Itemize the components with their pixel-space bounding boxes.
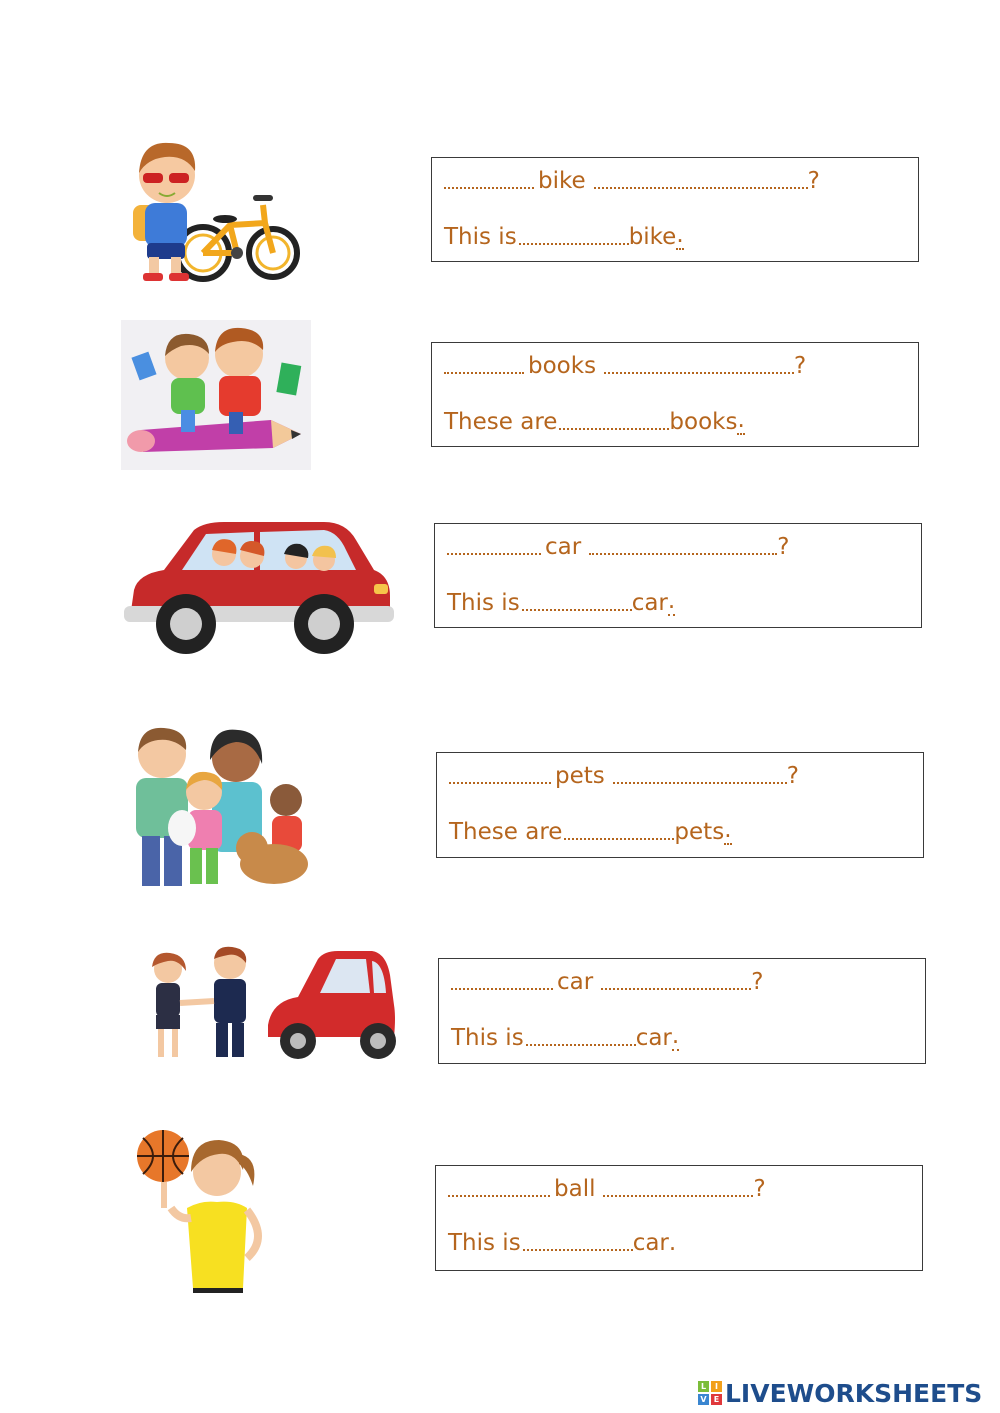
question-mark: ? [807, 168, 820, 194]
answer-word: car [632, 1230, 669, 1256]
family-with-pets-illustration [128, 720, 318, 895]
answer-word: books [669, 409, 738, 435]
kids-on-pencil-illustration [121, 320, 311, 470]
answer-prefix: This is [451, 1025, 524, 1051]
answer-word: pets [674, 819, 725, 845]
answer-word: bike [628, 224, 677, 250]
answer-prefix: These are [449, 819, 563, 845]
blank-question-end[interactable] [589, 552, 777, 555]
logo-tile: V [698, 1394, 709, 1405]
blank-answer[interactable] [519, 242, 629, 245]
logo-tile: L [698, 1381, 709, 1392]
question-mark: ? [751, 969, 764, 995]
blank-question-start[interactable] [444, 186, 534, 189]
question-mark: ? [786, 763, 799, 789]
answer-prefix: These are [444, 409, 558, 435]
question-mark: ? [777, 534, 790, 560]
exercise-box-4 [436, 752, 924, 858]
blank-answer[interactable] [526, 1043, 636, 1046]
answer-word: car [631, 590, 668, 616]
exercise-box-5 [438, 958, 926, 1064]
answer-prefix: This is [447, 590, 520, 616]
blank-question-end[interactable] [601, 987, 751, 990]
exercise-box-3 [434, 523, 922, 628]
blank-answer[interactable] [522, 608, 632, 611]
blank-question-start[interactable] [448, 1194, 550, 1197]
answer-period: . [667, 588, 676, 614]
question-word: car [545, 534, 582, 560]
blank-question-start[interactable] [444, 371, 524, 374]
blank-question-end[interactable] [604, 371, 794, 374]
blank-question-end[interactable] [603, 1194, 753, 1197]
logo-tile: E [711, 1394, 722, 1405]
blank-question-start[interactable] [451, 987, 553, 990]
logo-text: LIVEWORKSHEETS [725, 1378, 983, 1408]
answer-period: . [724, 817, 732, 843]
answer-prefix: This is [448, 1230, 521, 1256]
answer-word: car [635, 1025, 672, 1051]
blank-answer[interactable] [564, 837, 674, 840]
blank-question-start[interactable] [447, 552, 541, 555]
question-mark: ? [753, 1176, 766, 1202]
blank-answer[interactable] [523, 1248, 633, 1251]
answer-prefix: This is [444, 224, 517, 250]
answer-period: . [737, 407, 745, 433]
girl-with-basketball-illustration [135, 1128, 275, 1293]
family-car-illustration [124, 520, 394, 660]
answer-period: . [668, 1230, 677, 1256]
exercise-box-1 [431, 157, 919, 262]
answer-period: . [676, 222, 684, 248]
exercise-box-2 [431, 342, 919, 447]
liveworksheets-logo [698, 1378, 982, 1408]
blank-answer[interactable] [559, 427, 669, 430]
blank-question-end[interactable] [613, 781, 787, 784]
question-word: bike [538, 168, 586, 194]
boy-with-bike-illustration [125, 135, 305, 285]
question-word: pets [555, 763, 605, 789]
blank-question-end[interactable] [594, 186, 808, 189]
question-word: ball [554, 1176, 596, 1202]
answer-period: . [671, 1023, 680, 1049]
question-word: car [557, 969, 594, 995]
question-mark: ? [794, 353, 807, 379]
logo-tile: I [711, 1381, 722, 1392]
exercise-box-6 [435, 1165, 923, 1271]
car-purchase-illustration [128, 945, 398, 1065]
logo-tiles [698, 1381, 722, 1405]
question-word: books [528, 353, 597, 379]
blank-question-start[interactable] [449, 781, 551, 784]
